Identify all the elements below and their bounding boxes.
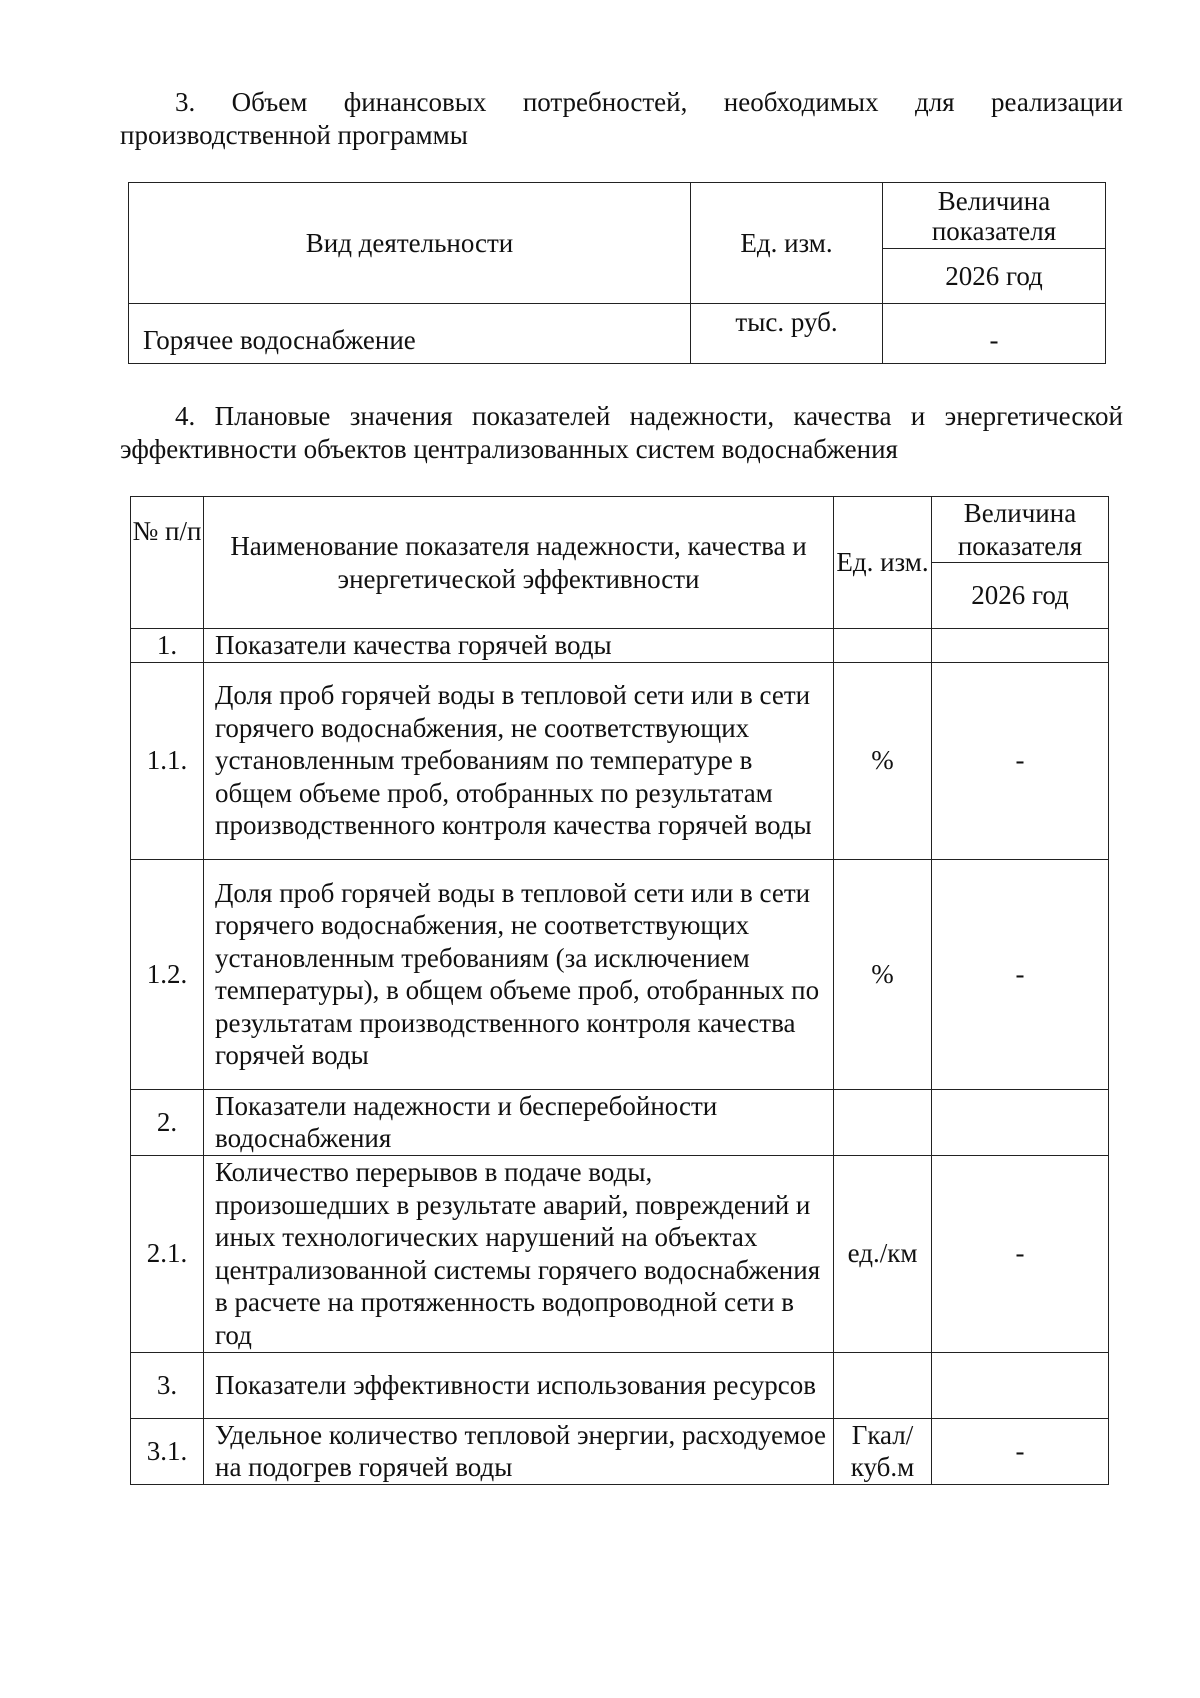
header-num: № п/п [131,497,204,629]
table-header-row [129,183,1106,249]
table-row [131,1418,1109,1484]
cell-num: 3. [131,1352,204,1418]
header-value: Величина показателя [883,183,1106,249]
table-row [131,1352,1109,1418]
cell-num: 1.1. [131,662,204,859]
table-row [131,662,1109,859]
cell-value [932,629,1109,663]
section-3-heading: 3. Объем финансовых потребностей, необходимых для реализации производственной программы [120,87,1123,150]
cell-unit [834,1352,932,1418]
header-unit: Ед. изм. [691,183,883,304]
header-year: 2026 год [932,563,1109,629]
cell-value [932,1089,1109,1155]
cell-value: - [883,304,1106,364]
cell-name: Показатели качества горячей воды [204,629,834,663]
cell-num: 3.1. [131,1418,204,1484]
cell-unit: % [834,662,932,859]
cell-value: - [932,662,1109,859]
cell-name: Показатели надежности и бесперебойности водоснабжения [204,1089,834,1155]
indicators-table [130,496,1109,1485]
cell-unit [834,629,932,663]
cell-num: 2. [131,1089,204,1155]
cell-unit: % [834,859,932,1089]
cell-name: Количество перерывов в подаче воды, произошедших в результате аварий, повреждений и иных технологических нарушений на объектах централизованной системы горячего водоснабжения в расчете на протяженность водопроводной сети в год [204,1155,834,1352]
cell-name: Доля проб горячей воды в тепловой сети или в сети горячего водоснабжения, не соответствующих установленным требованиям по температуре в общем объеме проб, отобранных по результатам производственного контроля качества горячей воды [204,662,834,859]
header-unit: Ед. изм. [834,497,932,629]
cell-unit: ед./км [834,1155,932,1352]
table-row [131,629,1109,663]
financing-table [128,182,1106,364]
cell-unit: тыс. руб. [691,304,883,364]
cell-value [932,1352,1109,1418]
table-header-row [131,497,1109,563]
section-4-heading: 4. Плановые значения показателей надежности, качества и энергетической эффективности объектов централизованных систем водоснабжения [120,401,1123,464]
header-year: 2026 год [883,249,1106,304]
cell-value: - [932,1155,1109,1352]
cell-name: Показатели эффективности использования ресурсов [204,1352,834,1418]
cell-unit: Гкал/ куб.м [834,1418,932,1484]
cell-name: Удельное количество тепловой энергии, расходуемое на подогрев горячей воды [204,1418,834,1484]
table-row [131,859,1109,1089]
header-name: Наименование показателя надежности, качества и энергетической эффективности [204,497,834,629]
cell-activity: Горячее водоснабжение [129,304,691,364]
table-row [131,1155,1109,1352]
table-row [129,304,1106,364]
cell-unit [834,1089,932,1155]
cell-num: 2.1. [131,1155,204,1352]
cell-num: 1.2. [131,859,204,1089]
header-value: Величина показателя [932,497,1109,563]
cell-value: - [932,859,1109,1089]
cell-num: 1. [131,629,204,663]
cell-name: Доля проб горячей воды в тепловой сети или в сети горячего водоснабжения, не соответствующих установленным требованиям (за исключением температуры), в общем объеме проб, отобранных по результатам производственного контроля качества горячей воды [204,859,834,1089]
table-row [131,1089,1109,1155]
header-activity: Вид деятельности [129,183,691,304]
cell-value: - [932,1418,1109,1484]
